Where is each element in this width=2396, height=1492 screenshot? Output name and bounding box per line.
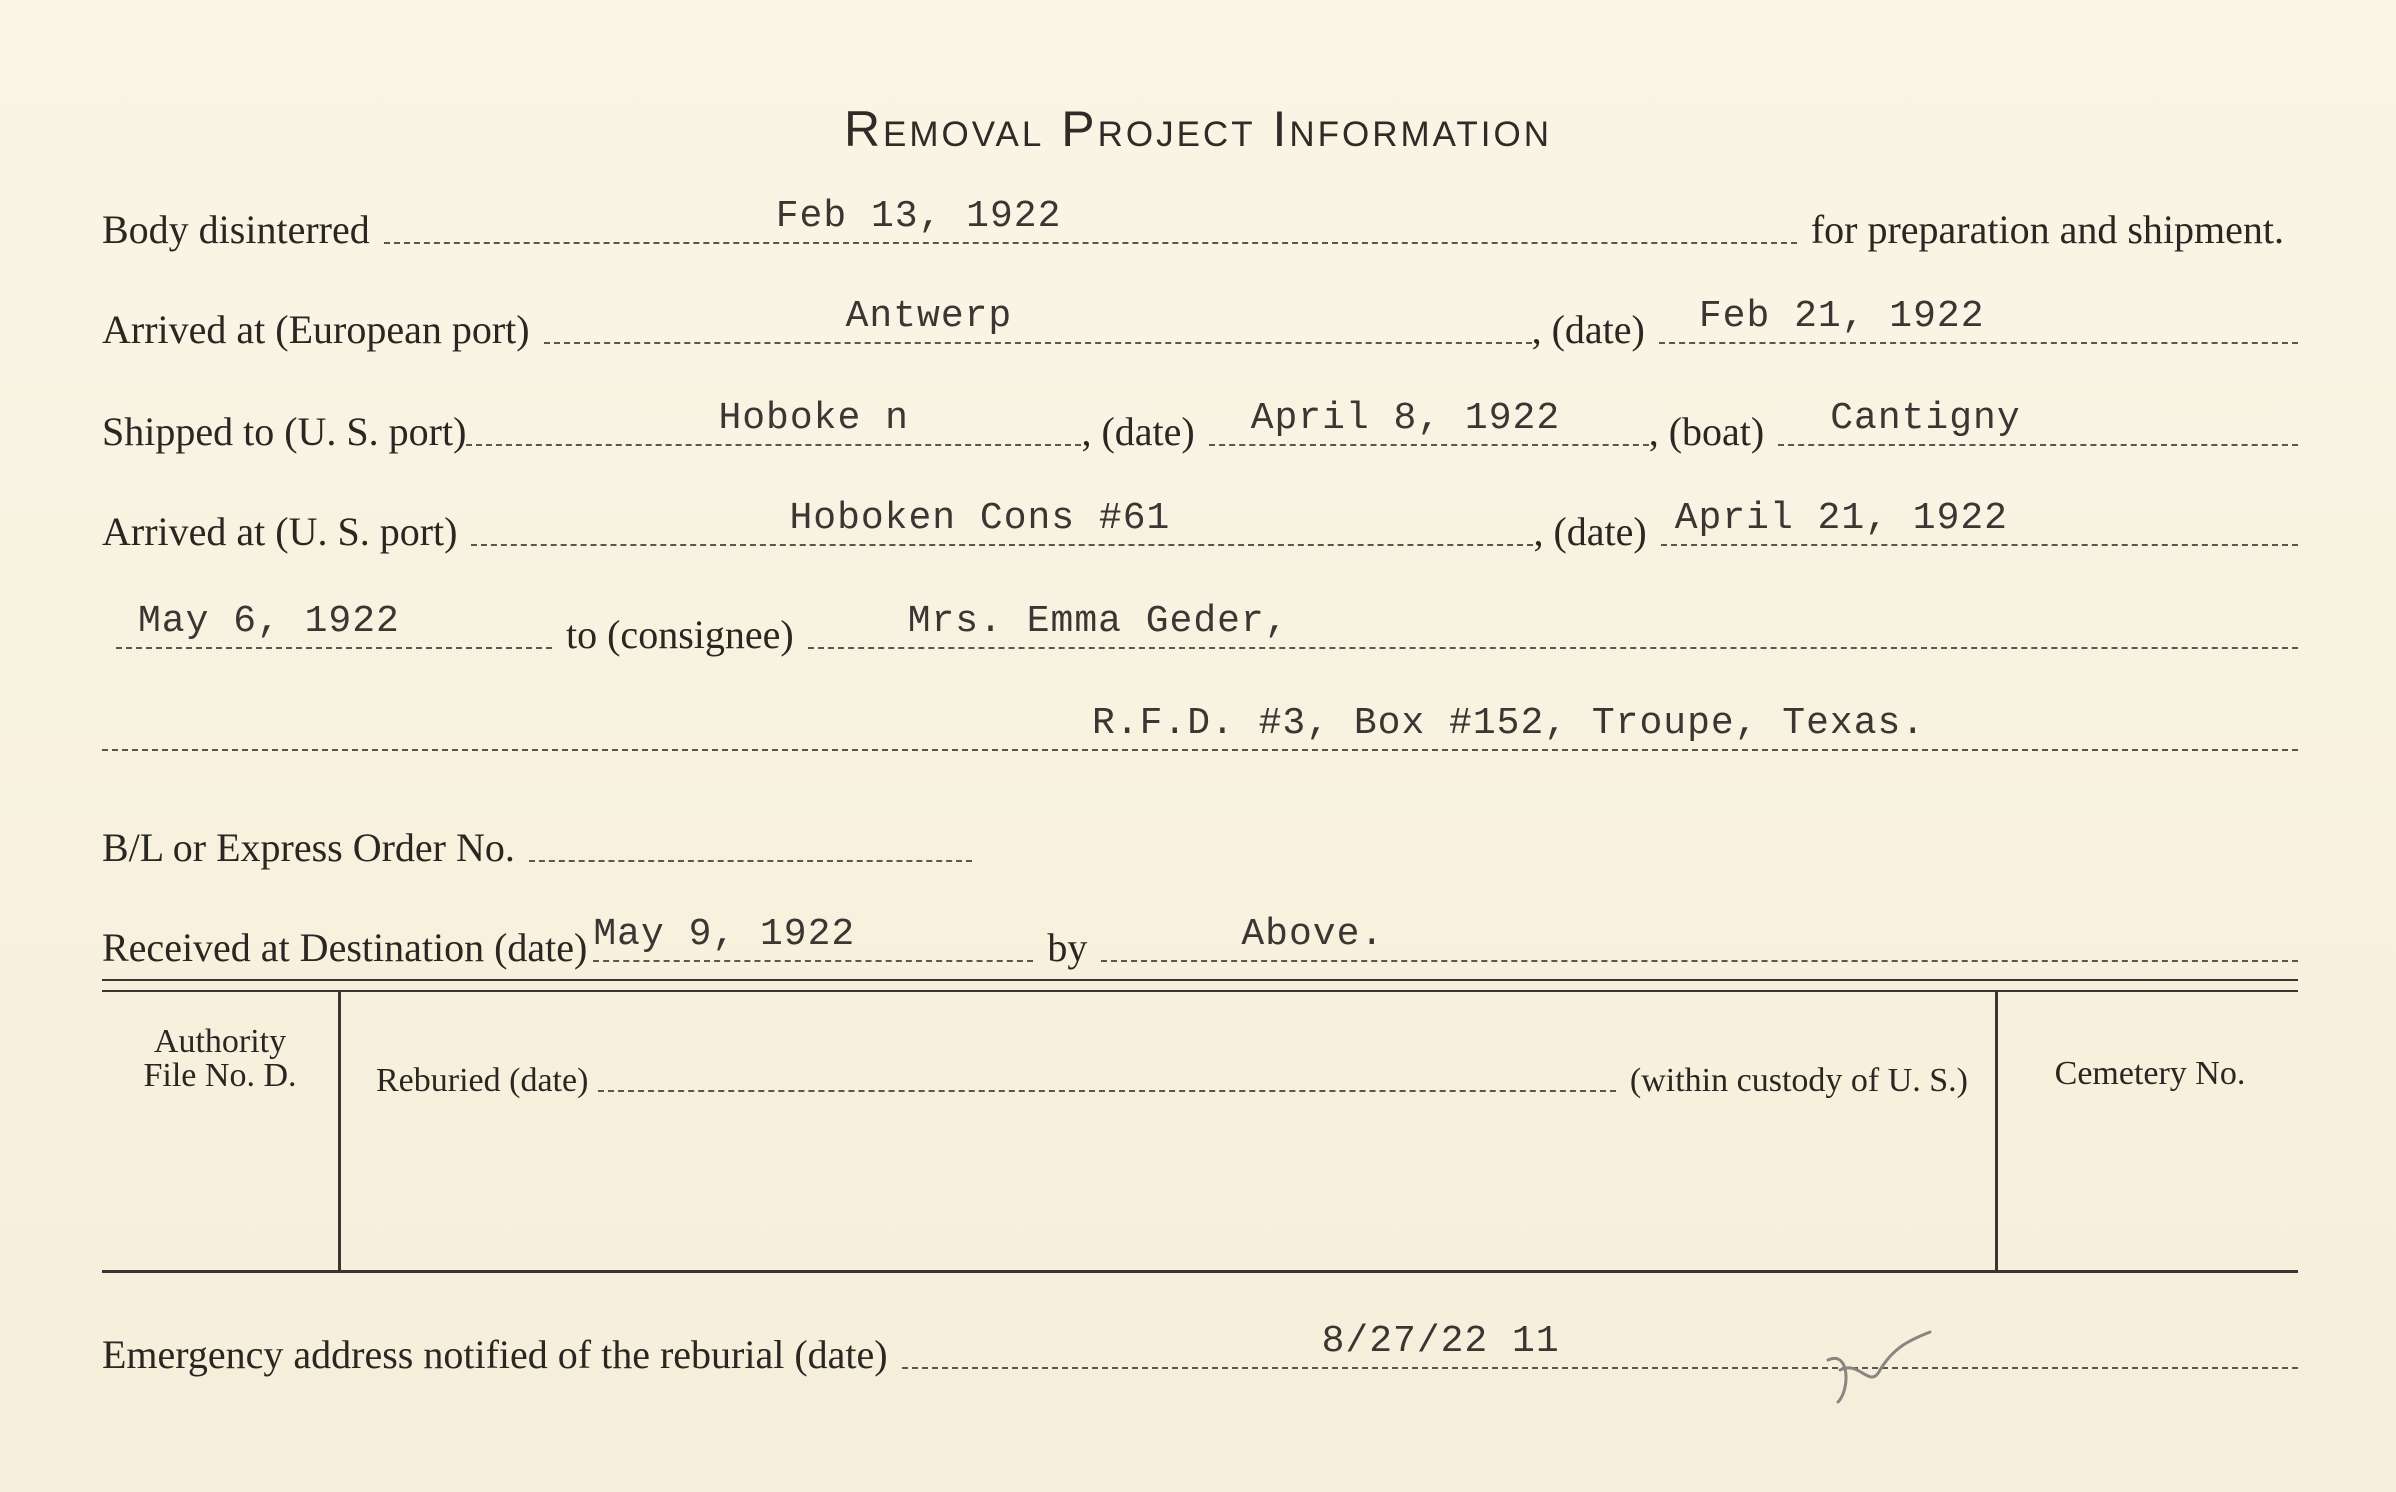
received-date-field (593, 906, 1033, 962)
consignee-label: to (consignee) (566, 612, 794, 657)
row-received-destination (102, 908, 2298, 968)
row-arrived-us-port (102, 492, 2298, 552)
authority-column-divider (338, 990, 341, 1270)
row-arrived-european-port (102, 290, 2298, 350)
shipped-date-field (116, 593, 552, 649)
shipped-date-value: May 6, 1922 (138, 600, 400, 643)
address-field (102, 695, 2298, 751)
body-disinterred-field (384, 188, 1797, 244)
european-port-value: Antwerp (845, 295, 1013, 338)
emergency-notified-value: 8/27/22 11 (1321, 1320, 1560, 1363)
handwritten-initials-mark (1820, 1330, 1940, 1410)
row-emergency-notified (102, 1315, 2298, 1375)
european-arrival-date-field (1659, 288, 2298, 344)
consignee-field (808, 593, 2298, 649)
row-body-disinterred (102, 190, 2298, 250)
cemetery-column-divider (1995, 990, 1998, 1270)
file-no-label: File No. D. (143, 1057, 297, 1094)
us-arrival-date-value: April 21, 1922 (1674, 497, 2008, 540)
card-title: Removal Project Information (843, 101, 1553, 157)
us-arrival-port-field (471, 490, 1533, 546)
european-port-field (544, 288, 1532, 344)
received-destination-label: Received at Destination (date) (102, 925, 588, 970)
row-bl-express-order (102, 808, 972, 868)
received-by-value: Above. (1241, 913, 1385, 956)
authority-label: Authority (153, 1023, 287, 1060)
row-consignee-address (102, 697, 2298, 757)
arrived-us-port-label: Arrived at (U. S. port) (102, 509, 458, 554)
us-port-field (466, 390, 1081, 446)
custody-label: (within custody of U. S.) (1629, 1062, 1968, 1099)
arrival-date-label: , (date) (1531, 307, 1645, 352)
consignee-value: Mrs. Emma Geder, (907, 600, 1289, 643)
received-by-field (1101, 906, 2298, 962)
boat-field (1778, 390, 2298, 446)
received-date-value: May 9, 1922 (593, 913, 856, 956)
consignee-address-value: R.F.D. #3, Box #152, Troupe, Texas. (1092, 702, 1926, 745)
body-disinterred-value: Feb 13, 1922 (775, 195, 1062, 238)
authority-file-header (110, 1025, 330, 1093)
boat-label: , (boat) (1648, 409, 1765, 454)
emergency-notified-field (902, 1313, 2298, 1369)
row-shipped (102, 595, 2298, 655)
bl-express-order-label: B/L or Express Order No. (102, 825, 515, 870)
bl-express-order-field (529, 806, 972, 862)
received-by-label: by (1047, 925, 1088, 970)
us-arrival-date-label: , (date) (1533, 509, 1647, 554)
reburied-date-label: Reburied (date) (376, 1062, 589, 1099)
cemetery-no-label: Cemetery No. (2054, 1055, 2246, 1092)
us-arrival-port-value: Hoboken Cons #61 (789, 497, 1171, 540)
us-port-value: Hoboke n (718, 397, 909, 440)
boat-value: Cantigny (1830, 397, 2021, 440)
european-arrival-date-value: Feb 21, 1922 (1698, 295, 1985, 338)
reburied-field-row (376, 1048, 1968, 1098)
arrived-european-port-label: Arrived at (European port) (102, 307, 530, 352)
table-top-double-rule (102, 979, 2298, 992)
reburied-date-field (598, 1050, 1616, 1092)
emergency-notified-label: Emergency address notified of the reburial (date) (102, 1332, 888, 1377)
preparation-shipment-label: for preparation and shipment. (1810, 207, 2284, 252)
ship-date-label: , (date) (1081, 409, 1195, 454)
row-shipped-us-port (102, 392, 2298, 452)
ship-date-value: April 8, 1922 (1250, 397, 1561, 440)
body-disinterred-label: Body disinterred (102, 207, 370, 252)
ship-date-field (1209, 390, 1649, 446)
us-arrival-date-field (1661, 490, 2298, 546)
table-bottom-rule (102, 1270, 2298, 1273)
shipped-us-port-label: Shipped to (U. S. port) (102, 409, 467, 454)
